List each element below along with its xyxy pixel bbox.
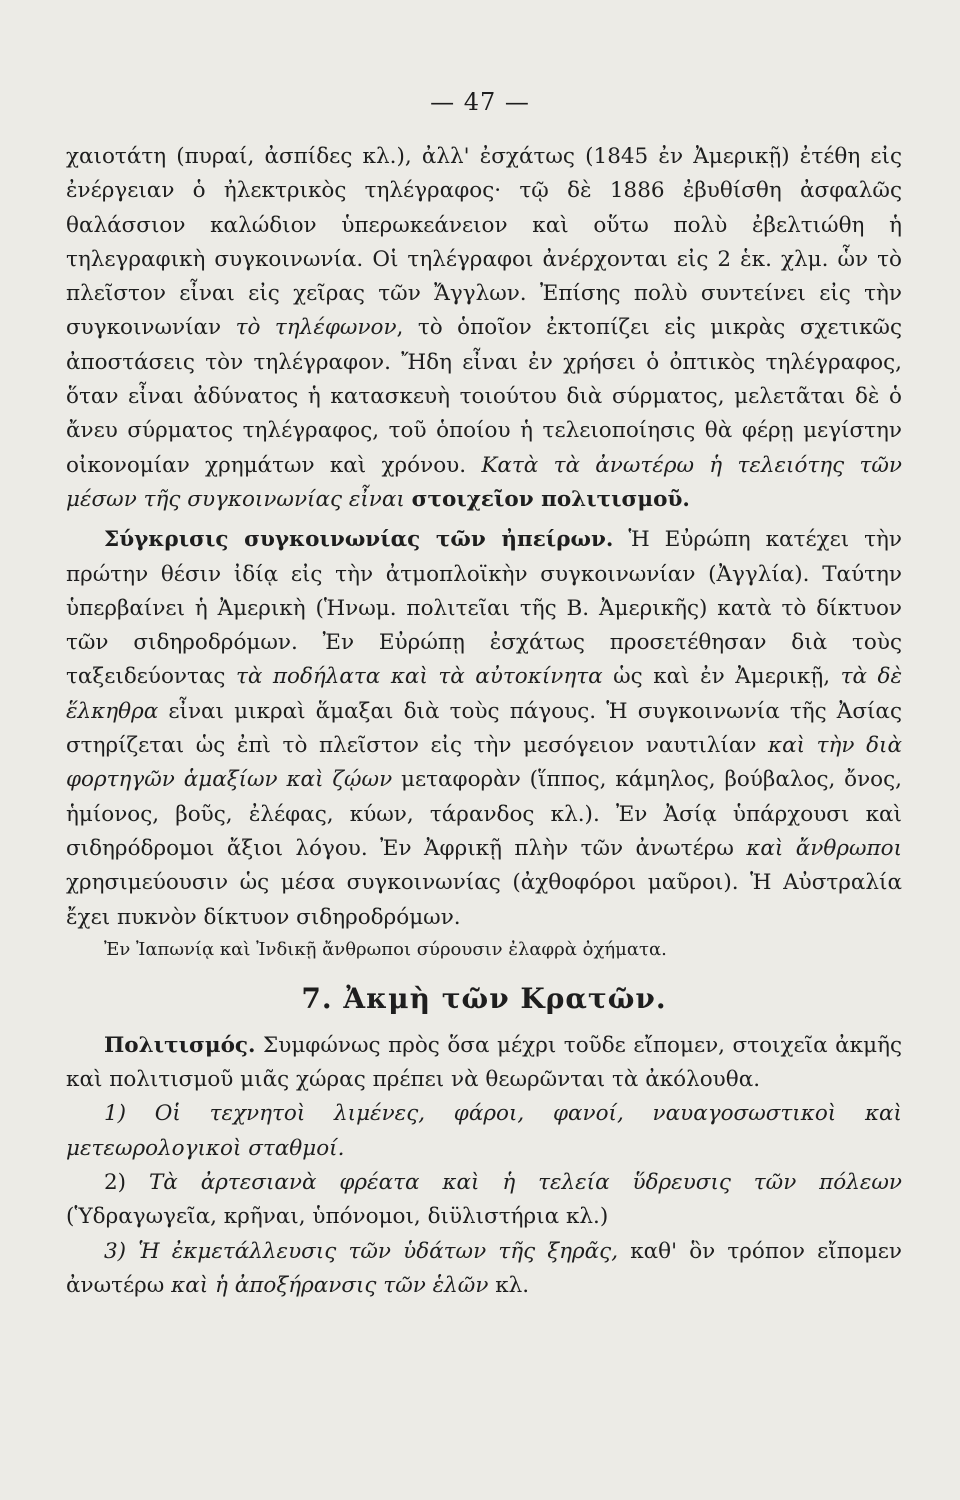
text-run: ὡς καὶ ἐν Ἀμερικῇ, [602,664,841,690]
emphasis-people: καὶ ἄνθρωποι [746,835,902,861]
paragraph-civilization [66,1029,902,1098]
bold-civilization-element: στοιχεῖον πολιτισμοῦ. [411,486,690,512]
text-run: Ἡ Εὐρώπη κατέχει τὴν πρώτην θέσιν ἰδίᾳ εἰς τὴν ἀτμοπλοϊκὴν συγκοινωνίαν (Ἀγγλία). Ταύτην ὑπερβαίνει ἡ Ἀμερικὴ (Ἡνωμ. πολιτεῖαι τῆς Β. Ἀμερικῆς) κατὰ τὸ δίκτυον τῶν σιδηροδρόμων. Ἐν Εὐρώπῃ ἐσχάτως προσετέθησαν διὰ τοὺς ταξειδεύοντας [66,527,902,690]
run-in-heading-comparison: Σύγκρισις συγκοινωνίας τῶν ἠπείρων. [104,527,614,553]
page-body [66,140,902,1303]
emphasis-waters: 3) Ἡ ἐκμετάλλευσις τῶν ὑδάτων τῆς ξηρᾶς, [104,1238,619,1264]
section-heading: 7. Ἀκμὴ τῶν Κρατῶν. [301,981,667,1015]
list-item-3 [66,1235,902,1304]
list-number: 2) [104,1170,149,1196]
text-run: Συμφώνως πρὸς ὅσα μέχρι τοῦδε εἴπομεν, στοιχεῖα ἀκμῆς καὶ πολιτισμοῦ μιᾶς χώρας πρέπει νὰ θεωρῶνται τὰ ἀκόλουθα. [66,1032,902,1093]
emphasis-conclusion: Κατὰ τὰ ἀνωτέρω ἡ τελειότης τῶν μέσων τῆς συγκοινωνίας εἶναι [66,452,902,512]
page-number: — 47 — [430,88,530,116]
text-run: εἶναι μικραὶ ἅμαξαι διὰ τοὺς πάγους. Ἡ συγκοινωνία τῆς Ἀσίας στηρίζεται ὡς ἐπὶ τὸ πλεῖστον εἰς τὴν μεσόγειον ναυτιλίαν [66,698,902,759]
text-run: , τὸ ὁποῖον ἐκτοπίζει εἰς μικρὰς σχετικῶς ἀποστάσεις τὸν τηλέγραφον. Ἤδη εἶναι ἐν χρήσει ὁ ὀπτικὸς τηλέγραφος, ὅταν εἶναι ἀδύνατος ἡ κατασκευὴ τοιούτου διὰ σύρματος, μελετᾶται δὲ ὁ ἄνευ σύρματος τηλέγραφος, τοῦ ὁποίου ἡ τελειοποίησις θὰ φέρῃ μεγίστην οἰκονομίαν χρημάτων καὶ χρόνου. [66,315,902,478]
paragraph-comparison [66,523,902,935]
text-run: χρησιμεύουσιν ὡς μέσα συγκοινωνίας (ἀχθοφόροι μαῦροι). Ἡ Αὐστραλία ἔχει πυκνὸν δίκτυον σιδηροδρόμων. [66,870,902,930]
text-run: καθ' ὃν τρόπον εἴπομεν ἀνωτέρω [66,1238,902,1298]
emphasis-sledges: τὰ δὲ ἕλκηθρα [66,664,902,724]
text-run: (Ὑδραγωγεῖα, κρῆναι, ὑπόνομοι, διϋλιστήρια κλ.) [66,1204,609,1230]
emphasis-animals: καὶ τὴν διὰ φορτηγῶν ἁμαξίων καὶ ζῴων [66,733,902,793]
list-item-1: 1) Οἱ τεχνητοὶ λιμένες, φάροι, φανοί, ναυαγοσωστικοὶ καὶ μετεωρολογικοὶ σταθμοί. [66,1101,902,1161]
emphasis-bicycles: τὰ ποδήλατα καὶ τὰ αὐτοκίνητα [235,664,603,690]
emphasis-wells: Τὰ ἀρτεσιανὰ φρέατα καὶ ἡ τελεία ὕδρευσις τῶν πόλεων [148,1170,903,1196]
text-run: κλ. [488,1272,530,1298]
note-japan-india: Ἐν Ἰαπωνίᾳ καὶ Ἰνδικῇ ἄνθρωποι σύρουσιν ἐλαφρὰ ὀχήματα. [104,938,667,960]
list-item-2 [66,1166,902,1235]
text-run: μεταφορὰν (ἵππος, κάμηλος, βούβαλος, ὄνος, ἡμίονος, βοῦς, ἐλέφας, κύων, τάρανδος κλ.). Ἐν Ἀσίᾳ ὑπάρχουσι καὶ σιδηρόδρομοι ἄξιοι λόγου. Ἐν Ἀφρικῇ πλὴν τῶν ἀνωτέρω [66,767,903,861]
emphasis-drainage: καὶ ἡ ἀποξήρανσις τῶν ἑλῶν [171,1272,489,1298]
run-in-heading-civilization: Πολιτισμός. [104,1032,256,1058]
paragraph-telegraph [66,140,902,517]
emphasis-telephone: τὸ τηλέφωνον [235,315,397,341]
text-run: χαιοτάτη (πυραί, ἀσπίδες κλ.), ἀλλ' ἐσχάτως (1845 ἐν Ἀμερικῇ) ἐτέθη εἰς ἐνέργειαν ὁ ἠλεκτρικὸς τηλέγραφος· τῷ δὲ 1886 ἐβυθίσθη ἀσφαλῶς θαλάσσιον καλώδιον ὑπερωκεάνειον καὶ οὕτω πολὺ ἐβελτιώθη ἡ τηλεγραφικὴ συγκοινωνία. Οἱ τηλέγραφοι ἀνέρχονται εἰς 2 ἑκ. χλμ. ὧν τὸ πλεῖστον εἶναι εἰς χεῖρας τῶν Ἄγγλων. Ἐπίσης πολὺ συντείνει εἰς τὴν συγκοινωνίαν [66,144,902,341]
